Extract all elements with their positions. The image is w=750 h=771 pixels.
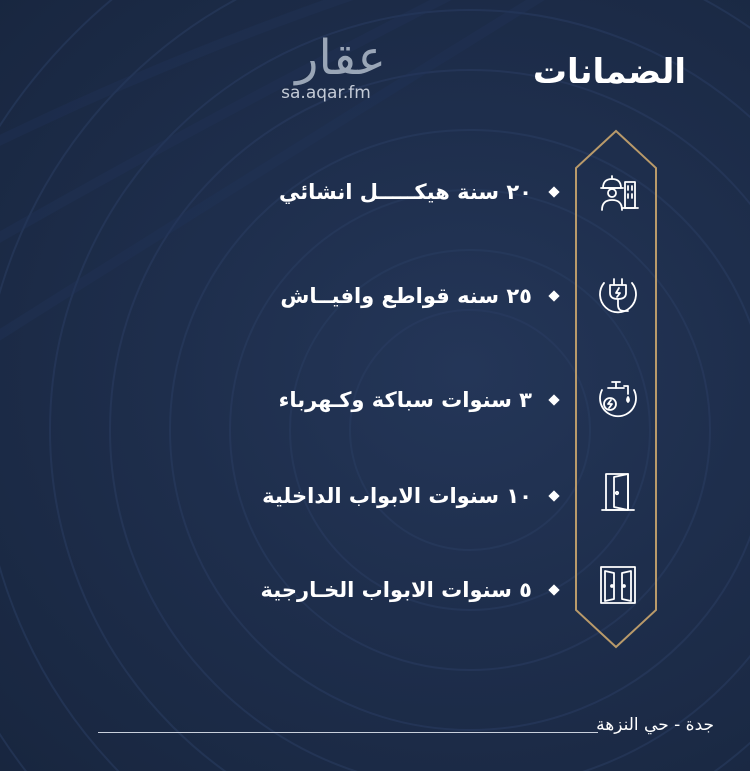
guarantee-label: ٥ سنوات الابواب الخـارجية (260, 578, 532, 602)
bullet-icon (548, 290, 559, 301)
logo-word: عقار (295, 30, 386, 86)
footer-divider (98, 732, 598, 733)
bullet-icon (548, 186, 559, 197)
bullet-icon (548, 584, 559, 595)
construction-worker-icon (594, 168, 642, 216)
guarantee-item-interior-doors (262, 476, 558, 516)
bullet-icon (548, 490, 559, 501)
guarantee-label: ٢٥ سنه قواطع وافيــاش (280, 284, 532, 308)
guarantee-label: ١٠ سنوات الابواب الداخلية (262, 484, 532, 508)
guarantee-item-exterior-doors (261, 570, 558, 610)
guarantee-item-structure (279, 172, 558, 212)
page-title: الضمانات (532, 52, 686, 92)
footer-location: جدة - حي النزهة (596, 715, 714, 735)
electric-plug-icon (594, 271, 642, 319)
bullet-icon (548, 394, 559, 405)
guarantee-item-plumbing (279, 380, 558, 420)
guarantee-label: ٢٠ سنة هيكـــــل انشائي (279, 180, 532, 204)
guarantee-item-breakers (280, 276, 558, 316)
logo-url: sa.aqar.fm (281, 83, 371, 103)
interior-door-icon (594, 468, 642, 516)
aqar-logo (266, 32, 386, 104)
plumbing-electric-icon (594, 372, 642, 420)
guarantee-label: ٣ سنوات سباكة وكـهرباء (278, 388, 532, 412)
exterior-door-icon (594, 561, 642, 609)
